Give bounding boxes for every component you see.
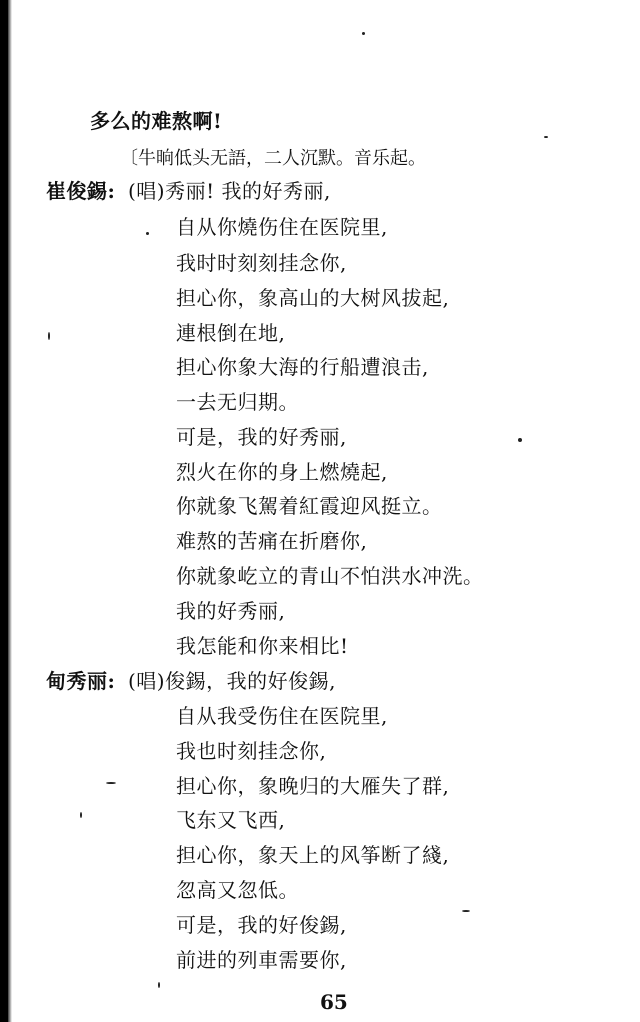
scan-speck bbox=[362, 32, 365, 35]
lyric-line: 飞东又飞西, bbox=[176, 808, 286, 832]
scan-speck bbox=[80, 812, 82, 818]
lyric-line: 担心你象大海的行船遭浪击, bbox=[176, 355, 429, 379]
lyric-line: 忽高又忽低。 bbox=[176, 878, 299, 902]
scan-speck bbox=[48, 332, 50, 340]
scan-speck bbox=[518, 438, 522, 442]
scan-speck bbox=[158, 982, 160, 988]
page-binding-shadow bbox=[8, 0, 12, 1022]
lyric-line: 可是，我的好俊錫, bbox=[176, 913, 347, 937]
speaker-name: 崔俊錫: bbox=[46, 179, 116, 203]
scan-speck bbox=[544, 136, 548, 138]
lyric-line: (唱)秀丽! 我的好秀丽, bbox=[128, 179, 331, 203]
lyric-line: 你就象屹立的青山不怕洪水冲洗。 bbox=[176, 564, 484, 588]
lyric-line: 烈火在你的身上燃燒起, bbox=[176, 460, 388, 484]
lyric-line: 我也时刻挂念你, bbox=[176, 739, 327, 763]
lyric-line: 我的好秀丽, bbox=[176, 599, 286, 623]
lyric-line: 前进的列車需要你, bbox=[176, 948, 347, 972]
lyric-line: 自从你燒伤住在医院里, bbox=[176, 215, 388, 239]
scan-speck bbox=[106, 782, 116, 784]
lyric-line: 担心你，象天上的风筝断了綫, bbox=[176, 843, 450, 867]
scan-speck bbox=[146, 232, 149, 235]
page-number: 65 bbox=[320, 990, 348, 1014]
speaker-name: 甸秀丽: bbox=[46, 669, 116, 693]
lyric-line: 担心你，象高山的大树风拔起, bbox=[176, 286, 450, 310]
lyric-line: 連根倒在地, bbox=[176, 321, 286, 345]
lyric-line: 一去无归期。 bbox=[176, 390, 299, 414]
lyric-line: 我怎能和你来相比! bbox=[176, 634, 349, 658]
lyric-line: 你就象飞駕着紅霞迎风挺立。 bbox=[176, 494, 443, 518]
scan-speck bbox=[462, 910, 470, 912]
lyric-line: 难熬的苦痛在折磨你, bbox=[176, 529, 368, 553]
lyric-line: 自从我受伤住在医院里, bbox=[176, 704, 388, 728]
stage-direction: 〔牛晌低头无語，二人沉默。音乐起。 bbox=[120, 148, 426, 169]
lyric-line: (唱)俊錫，我的好俊錫, bbox=[128, 669, 336, 693]
lyric-line: 可是，我的好秀丽, bbox=[176, 425, 347, 449]
page-binding-edge bbox=[0, 0, 8, 1022]
opening-lyric: 多么的难熬啊! bbox=[90, 109, 223, 133]
lyric-line: 担心你，象晚归的大雁失了群, bbox=[176, 774, 450, 798]
lyric-line: 我时时刻刻挂念你, bbox=[176, 251, 347, 275]
